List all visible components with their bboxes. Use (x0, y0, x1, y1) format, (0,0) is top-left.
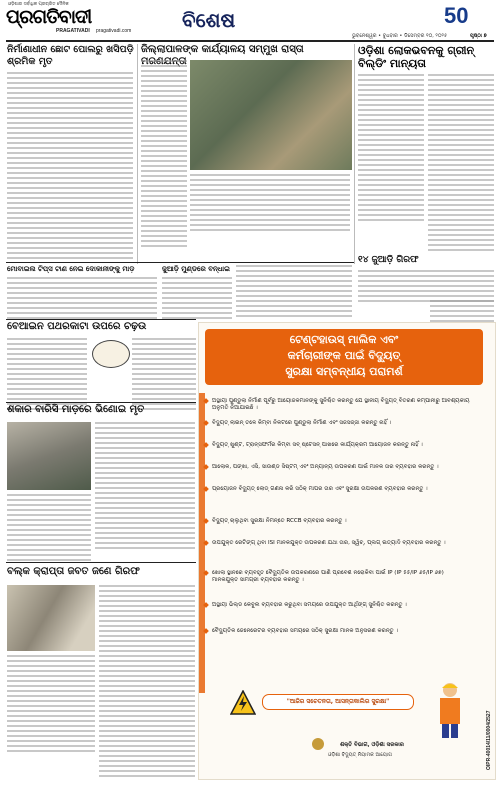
tagline: ଓଡ଼ିଶାର ସର୍ବାଧିକ ପ୍ରଚାରିତ ଦୈନିକ (8, 2, 69, 7)
section-rule (6, 262, 354, 263)
road-photo (190, 60, 352, 170)
story-body (358, 74, 424, 224)
ad-bullet (212, 540, 470, 547)
ad-slogan: "ଆଜିର ସଚେତନତା, ଆସନ୍ତାକାଲିର ସୁରକ୍ଷା" (262, 694, 414, 710)
story-headline: ଜିଲ୍ଲାପାଳଙ୍କ କାର୍ଯ୍ୟାଳୟ ସମ୍ମୁଖ ରାସ୍ତା (141, 44, 304, 55)
ad-bullet-text: ବିଦ୍ୟୁତ୍ ଲାଇନ୍ ତଳେ କିମ୍ବା ନିକଟରେ ପୁଣ୍ଡୁଲା ନିର୍ମାଣ ଏବଂ ସଜସଜ୍ଜା କରନ୍ତୁ ନାହିଁ । (212, 420, 392, 426)
ad-bullet-text: ଅସ୍ଥାୟୀ ପୁଣ୍ଡୁଲା ନିର୍ମାଣ ପୂର୍ବରୁ ଆୟୋଜକମାନଙ୍କୁ ସୁନିଶ୍ଚିତ କରନ୍ତୁ ଯେ ସ୍ଥାନୀୟ ବିଦ୍ୟୁତ୍ ବିତରଣ କମ୍ପାନୀରୁ ଆବଶ୍ୟକୀୟ ଅନୁମତି ନିଆଯାଇଛି । (212, 398, 470, 411)
ad-bullet (212, 518, 470, 525)
story-body (141, 60, 187, 250)
story-headline: ଓଡ଼ିଶା ଲୋକଭବନକୁ ଗ୍ରୀନ୍ ବିଲ୍ଡିଂ ମାନ୍ୟତା (358, 44, 475, 70)
story-body (7, 494, 91, 564)
police-photo (7, 422, 91, 490)
ad-bullet-text: ବିଦ୍ୟୁତ୍ ଖୁଣ୍ଟ, ଟ୍ରାନ୍ସଫର୍ମର କିମ୍ବା ସବ୍ ଷ୍ଟେସନ୍ ପାଖରେ କାର୍ଯ୍ୟକ୍ରମ ଆୟୋଜନ କରନ୍ତୁ ନାହିଁ । (212, 442, 423, 448)
story-body (95, 422, 195, 552)
story-headline: ମୋବାଇଲ ଟିପ୍ସ ଟାଣ ନେଇ ଦୋକାନୀଙ୍କୁ ମାଡ଼ (7, 265, 135, 273)
kicker-badge (92, 340, 130, 368)
ad-code: OIPR-40014/11/0004/2527 (486, 710, 492, 770)
story-headline: ନିର୍ମାଣାଧୀନ ଛୋଟ ପୋଲରୁ ଖସିପଡ଼ି ଶ୍ରମିକ ମୃତ (7, 44, 134, 67)
column-divider (354, 44, 355, 264)
story-body (7, 655, 95, 755)
anniversary-logo (440, 3, 480, 31)
logo: ପ୍ରଗତିବାଦୀ (6, 6, 92, 28)
logo-english: PRAGATIVADI (56, 28, 90, 34)
ad-title-line: ଟେଣ୍ଟହାଉସ୍ ମାଲିକ ଏବଂ (289, 333, 399, 346)
ad-bullet (212, 602, 470, 609)
ad-title-line: କର୍ମଚାରୀଙ୍କ ପାଇଁ ବିଦ୍ୟୁତ୍ (287, 349, 401, 362)
story-headline: ବଲ୍କ କ୍ରାପ୍ତା ଜବତ ଜଣେ ଗିରଫ (7, 566, 140, 577)
ad-bullet-text: ବୈଦ୍ୟୁତିକ ଜେନେରେଟର ବ୍ୟବହାର ସମୟରେ ସଠିକ୍ ସୁରକ୍ଷା ମାନକ ଅନୁସରଣ କରନ୍ତୁ । (212, 628, 398, 634)
seizure-photo (7, 585, 95, 651)
section-rule (6, 562, 196, 563)
ad-bullet-text: ଆଲୋକ, ପଙ୍ଖା, ଏସି, ସାଉଣ୍ଡ ସିଷ୍ଟମ୍ ଏବଂ ଅନ୍ୟାନ୍ୟ ଉପକରଣ ପାଇଁ ମାନକ ତାର ବ୍ୟବହାର କରନ୍ତୁ । (212, 464, 439, 470)
masthead (0, 0, 500, 40)
ad-bullet-text: ଖୋଲା ସ୍ଥାନରେ ବ୍ୟବହୃତ ବୈଦ୍ୟୁତିକ ଉପକରଣରେ ପାଣି ପ୍ରବେଶ ନରୋକିବା ପାଇଁ IP (IP ୫୫/IP ୬୫/IP ୬୭) ମାନକଯୁକ୍ତ ସାମଗ୍ରୀ ବ୍ୟବହାର କରନ୍ତୁ । (212, 570, 444, 583)
story-body (7, 72, 133, 262)
ad-bullet (212, 628, 470, 635)
column-divider (137, 44, 138, 264)
ad-bullet (212, 398, 470, 412)
anniversary-number: 50 (444, 3, 469, 28)
story-body (190, 174, 350, 234)
ad-footer-line: ଓଡ଼ିଶା ବିଦ୍ୟୁତ୍ ନିୟାମକ ଆୟୋଗ (328, 752, 392, 758)
warning-icon (230, 690, 256, 716)
odisha-emblem (312, 738, 324, 750)
ad-title-line: ସୁରକ୍ଷା ସମ୍ବନ୍ଧୀୟ ପରାମର୍ଶ (285, 365, 403, 378)
section-title: ବିଶେଷ (182, 8, 236, 32)
story-headline: ୧୪ ଜୁଆଡ଼ି ଗିରଫ (358, 255, 419, 265)
ad-bullet-text: ଅସ୍ଥାୟୀ ଭିଲ୍ଡ କେବୁଲ ବ୍ୟବହାର କରୁଥିବା ସମୟରେ ଉପଯୁକ୍ତ ଆର୍ଥିଙ୍ଗ୍ ସୁନିଶ୍ଚିତ କରନ୍ତୁ । (212, 602, 407, 608)
story-headline: ବେଆଇନ ପଥରକାଟା ଉପରେ ଚଢ଼ଉ (7, 321, 147, 332)
story-body (162, 277, 232, 322)
story-body (236, 265, 352, 320)
masthead-rule (6, 40, 494, 42)
ad-footer-line: ଶକ୍ତି ବିଭାଗ, ଓଡ଼ିଶା ସରକାର (340, 742, 404, 748)
date-line: ଭୁବନେଶ୍ୱର • ବୁଧବାର • ଡିସେମ୍ବର ୧୦, ୨୦୨୫ (352, 33, 448, 39)
ad-bullet-text: ବିଦ୍ୟୁତ୍ ଚାଲୁଥିବା ସୁରକ୍ଷା ନିମନ୍ତେ RCCB ବ୍ୟବହାର କରନ୍ତୁ । (212, 518, 347, 524)
story-body (7, 277, 157, 322)
ad-bullet (212, 570, 470, 584)
ad-bullet-text: ପ୍ରୟୋଜନ ବିଦ୍ୟୁତ୍ ଲୋଡ୍ ଗଣନା କରି ସଠିକ୍ ମାପର ତାର ଏବଂ ସୁରକ୍ଷା ଉପକରଣ ବ୍ୟବହାର କରନ୍ତୁ । (212, 486, 428, 492)
ad-bullet (212, 420, 470, 427)
ad-bullet (212, 442, 470, 449)
story-body (99, 585, 195, 780)
ad-bullet (212, 464, 470, 471)
story-headline: ଶକାର ବାରିସି ମାଡ଼ରେ ଭିଣୋଇ ମୃତ (7, 404, 145, 415)
story-headline: ଜୁଆଡ଼ି ମୁଣ୍ଡରେ ବନ୍ଧାଇ (162, 265, 230, 273)
worker-illustration (430, 680, 470, 740)
story-body (428, 74, 494, 254)
ad-bullet-text: ଉପଯୁକ୍ତ ରେଟିଙ୍ଗ୍ ଥିବା ISI ମାନକଯୁକ୍ତ ଉପକରଣ ଯଥା ତାର, ସ୍ୱିଚ୍, ପ୍ଲଗ୍ ଇତ୍ୟାଦି ବ୍ୟବହାର କରନ୍ତୁ । (212, 540, 446, 546)
section-rule (6, 319, 196, 320)
ad-bullet (212, 486, 470, 493)
website: pragativadi.com (96, 28, 132, 34)
page-number: ପୃଷ୍ଠା ୭ (470, 33, 487, 39)
section-rule (6, 402, 196, 403)
